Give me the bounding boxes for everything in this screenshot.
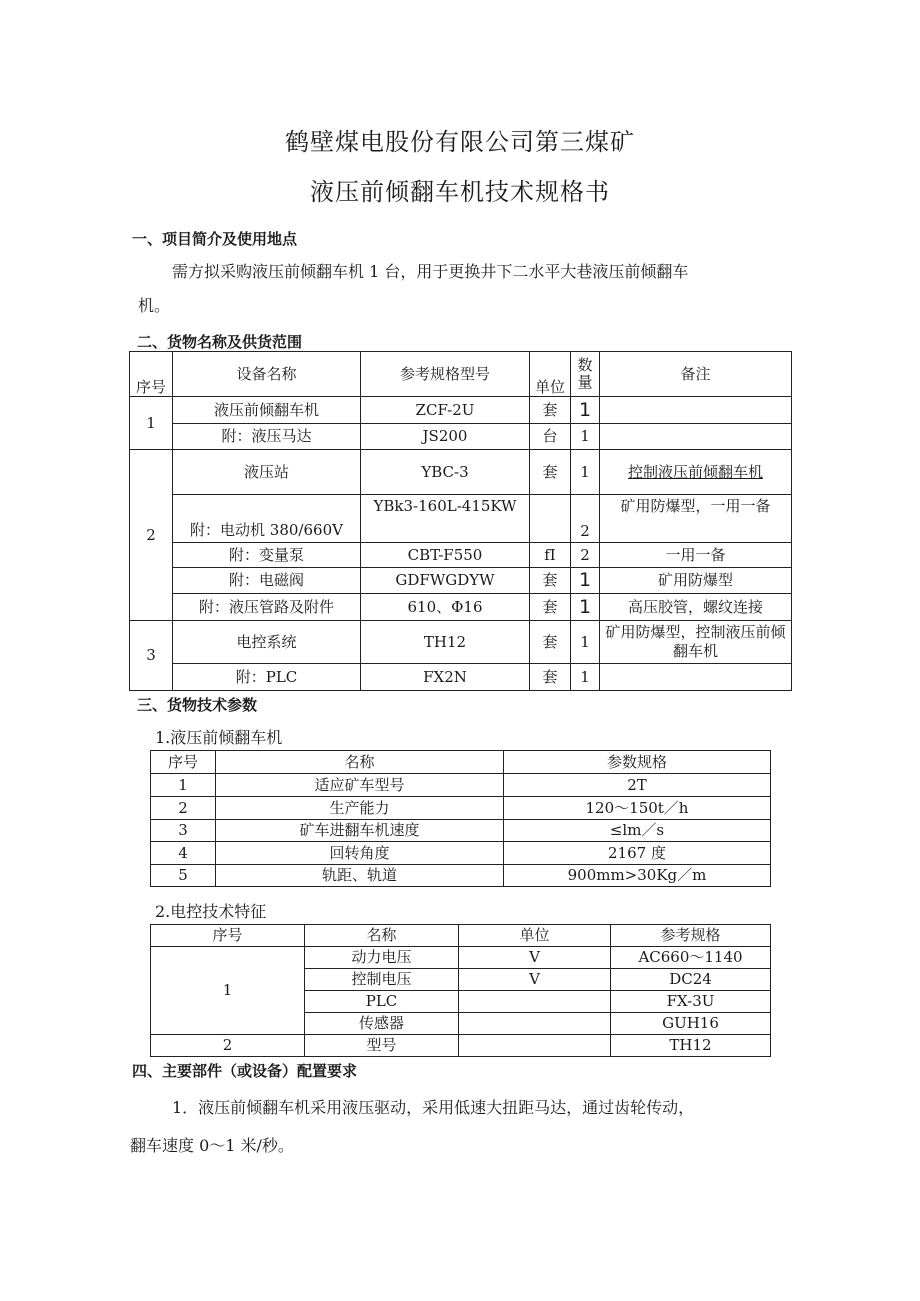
row-unit: fI	[530, 543, 571, 568]
row-spec: 2T	[504, 774, 771, 797]
row-model: GDFWGDYW	[361, 568, 530, 594]
table-row	[130, 594, 792, 621]
row-name: 生产能力	[216, 797, 504, 820]
section2-heading: 二、货物名称及供货范围	[137, 333, 303, 351]
row-note	[600, 664, 792, 691]
section4-para-line1: 1．液压前倾翻车机采用液压驱动，采用低速大扭距马达，通过齿轮传动，	[172, 1098, 695, 1117]
table-row	[130, 543, 792, 568]
row-unit: 台	[530, 424, 571, 450]
row-unit: 套	[530, 450, 571, 495]
row-no: 2	[151, 797, 216, 820]
row-no: 2	[151, 1035, 305, 1057]
tech-params-table	[150, 750, 771, 887]
row-name: 适应矿车型号	[216, 774, 504, 797]
row-spec: 2167 度	[504, 842, 771, 865]
row-note: 高压胶管，螺纹连接	[600, 594, 792, 621]
electric-control-caption: 2.电控技术特征	[155, 902, 267, 921]
row-model: YBk3-160L-415KW	[361, 495, 530, 543]
table-row	[151, 774, 771, 797]
row-qty: 1	[571, 450, 600, 495]
row-name: 轨距、轨道	[216, 865, 504, 887]
row-note: 一用一备	[600, 543, 792, 568]
row-qty: 1	[571, 664, 600, 691]
row-qty: 2	[571, 543, 600, 568]
doc-title-line2: 液压前倾翻车机技术规格书	[310, 178, 610, 206]
header-spec: 参考规格	[611, 925, 771, 947]
row-model: 610、Φ16	[361, 594, 530, 621]
header-model: 参考规格型号	[361, 352, 530, 397]
header-name: 名称	[216, 751, 504, 774]
section4-heading: 四、主要部件（或设备）配置要求	[132, 1062, 358, 1080]
row-spec: TH12	[611, 1035, 771, 1057]
row-no: 1	[151, 774, 216, 797]
row-no: 3	[151, 820, 216, 842]
table-row	[130, 495, 792, 543]
tech-params-caption: 1.液压前倾翻车机	[155, 728, 283, 747]
row-no: 2	[130, 450, 173, 621]
section1-para-line2: 机。	[138, 296, 171, 315]
row-name: 附：PLC	[173, 664, 361, 691]
row-name: PLC	[305, 991, 459, 1013]
row-no: 3	[130, 621, 173, 691]
row-name: 回转角度	[216, 842, 504, 865]
table-header-row	[151, 751, 771, 774]
row-name: 附：液压管路及附件	[173, 594, 361, 621]
header-qty: 数 量	[571, 352, 600, 397]
table-row	[130, 450, 792, 495]
row-name: 附：电磁阀	[173, 568, 361, 594]
header-name: 名称	[305, 925, 459, 947]
table-row	[151, 947, 771, 969]
table-row	[130, 664, 792, 691]
row-model: FX2N	[361, 664, 530, 691]
row-unit: V	[459, 947, 611, 969]
row-name: 动力电压	[305, 947, 459, 969]
table-header-row	[130, 352, 792, 397]
header-no: 序号	[151, 925, 305, 947]
row-model: JS200	[361, 424, 530, 450]
row-name: 液压站	[173, 450, 361, 495]
row-unit	[459, 1035, 611, 1057]
header-unit: 单位	[459, 925, 611, 947]
row-name: 传感器	[305, 1013, 459, 1035]
row-unit: 套	[530, 664, 571, 691]
row-spec: ≤lm／s	[504, 820, 771, 842]
section3-heading: 三、货物技术参数	[137, 696, 258, 714]
header-spec: 参数规格	[504, 751, 771, 774]
row-spec: FX-3U	[611, 991, 771, 1013]
table-row	[130, 397, 792, 424]
row-name: 控制电压	[305, 969, 459, 991]
row-no: 1	[130, 397, 173, 450]
row-note: 控制液压前倾翻车机	[600, 450, 792, 495]
row-unit: V	[459, 969, 611, 991]
table-row	[151, 1035, 771, 1057]
row-name: 液压前倾翻车机	[173, 397, 361, 424]
row-unit: 套	[530, 568, 571, 594]
row-no: 5	[151, 865, 216, 887]
row-spec: GUH16	[611, 1013, 771, 1035]
row-unit	[530, 495, 571, 543]
header-note: 备注	[600, 352, 792, 397]
row-unit: 套	[530, 621, 571, 664]
section1-heading: 一、项目简介及使用地点	[132, 230, 298, 248]
header-unit: 单位	[530, 352, 571, 397]
supply-scope-table	[129, 351, 792, 691]
table-row	[130, 424, 792, 450]
header-no: 序号	[151, 751, 216, 774]
electric-control-table	[150, 924, 771, 1057]
row-unit: 套	[530, 397, 571, 424]
row-model: CBT-F550	[361, 543, 530, 568]
row-qty: 2	[571, 495, 600, 543]
row-note: 矿用防爆型，一用一备	[600, 495, 792, 543]
row-note	[600, 397, 792, 424]
row-note: 矿用防爆型	[600, 568, 792, 594]
section4-para-line2: 翻车速度 0～1 米/秒。	[130, 1136, 294, 1155]
row-qty: 1	[571, 621, 600, 664]
table-row	[151, 842, 771, 865]
row-spec: 120～150t／h	[504, 797, 771, 820]
row-name: 电控系统	[173, 621, 361, 664]
row-no: 4	[151, 842, 216, 865]
row-no: 1	[151, 947, 305, 1035]
section1-para-line1: 需方拟采购液压前倾翻车机 1 台，用于更换井下二水平大巷液压前倾翻车	[172, 262, 689, 281]
row-name: 矿车进翻车机速度	[216, 820, 504, 842]
row-model: TH12	[361, 621, 530, 664]
row-name: 附：液压马达	[173, 424, 361, 450]
header-no: 序号	[130, 352, 173, 397]
row-name: 附：变量泵	[173, 543, 361, 568]
row-unit: 套	[530, 594, 571, 621]
row-name: 型号	[305, 1035, 459, 1057]
table-row	[151, 820, 771, 842]
table-row	[130, 568, 792, 594]
row-qty: 1	[571, 397, 600, 424]
row-spec: DC24	[611, 969, 771, 991]
table-header-row	[151, 925, 771, 947]
table-row	[151, 865, 771, 887]
row-note: 矿用防爆型，控制液压前倾翻车机	[600, 621, 792, 664]
header-name: 设备名称	[173, 352, 361, 397]
row-note	[600, 424, 792, 450]
row-name: 附：电动机 380/660V	[173, 495, 361, 543]
row-unit	[459, 991, 611, 1013]
row-qty: 1	[571, 568, 600, 594]
table-row	[130, 621, 792, 664]
doc-title-line1: 鹤壁煤电股份有限公司第三煤矿	[285, 128, 635, 156]
row-qty: 1	[571, 594, 600, 621]
row-unit	[459, 1013, 611, 1035]
table-row	[151, 797, 771, 820]
row-qty: 1	[571, 424, 600, 450]
row-model: ZCF-2U	[361, 397, 530, 424]
row-spec: AC660～1140	[611, 947, 771, 969]
row-model: YBC-3	[361, 450, 530, 495]
row-spec: 900mm>30Kg／m	[504, 865, 771, 887]
